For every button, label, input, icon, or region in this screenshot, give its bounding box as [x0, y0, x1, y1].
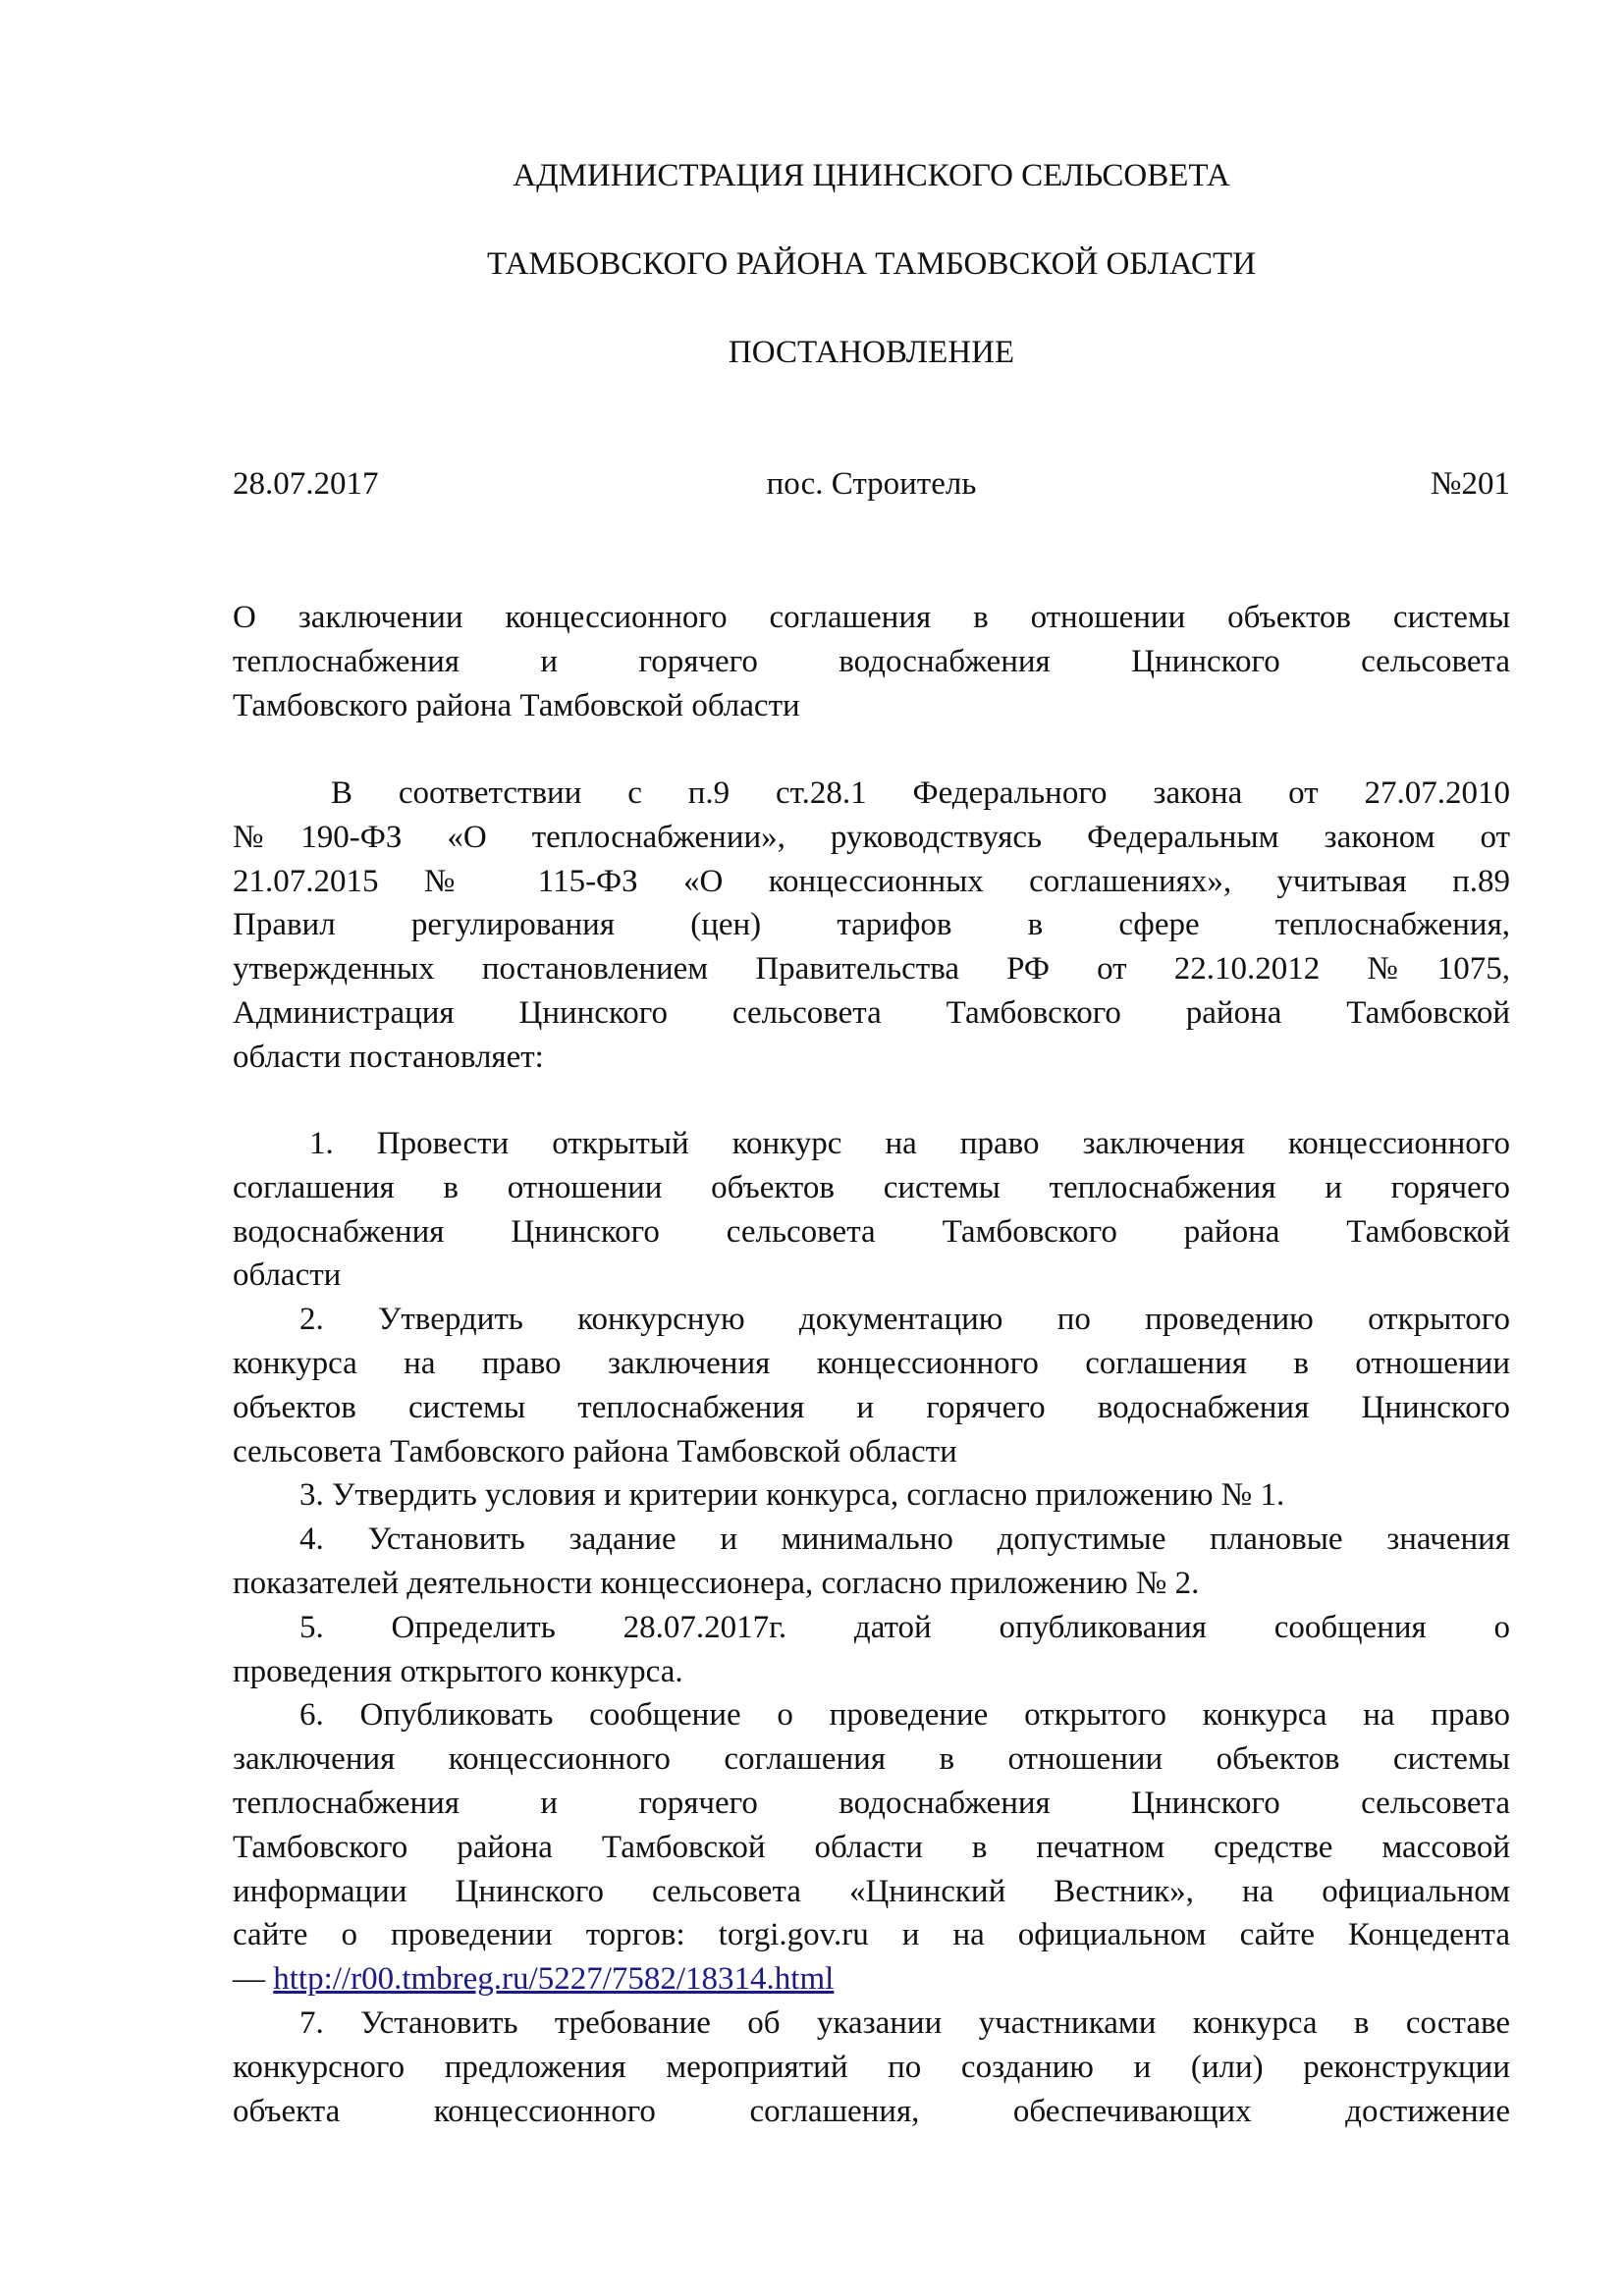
document-meta-row: [233, 462, 1545, 507]
title-line: Тамбовского района Тамбовской области: [233, 687, 800, 723]
item-7: [233, 2002, 1510, 2133]
item-line: конкурсного предложения мероприятий по созданию и (или) реконструкции: [233, 2049, 1510, 2085]
item-line: 3. Утвердить условия и критерии конкурса, согласно приложению № 1.: [299, 1477, 1285, 1514]
item-line: 1. Провести открытый конкурс на право заключения концессионного: [309, 1126, 1510, 1161]
item-line: заключения концессионного соглашения в отношении объектов системы: [233, 1741, 1510, 1778]
item-6: [233, 1693, 1510, 2002]
preamble-line: Правил регулирования (цен) тарифов в сфере теплоснабжения,: [233, 907, 1510, 943]
title-line: теплоснабжения и горячего водоснабжения Цнинского сельсовета: [233, 643, 1510, 679]
item-2: [233, 1298, 1510, 1473]
item-line: теплоснабжения и горячего водоснабжения Цнинского сельсовета: [233, 1785, 1510, 1821]
header-region: ТАМБОВСКОГО РАЙОНА ТАМБОВСКОЙ ОБЛАСТИ: [486, 246, 1257, 282]
document-place: пос. Строитель: [766, 466, 977, 502]
preamble-line: В соответствии с п.9 ст.28.1 Федерального закона от 27.07.2010: [331, 775, 1510, 811]
item-line: конкурса на право заключения концессионного соглашения в отношении: [233, 1345, 1510, 1381]
item-line: показателей деятельности концессионера, согласно приложению № 2.: [233, 1565, 1200, 1601]
item-line: объектов системы теплоснабжения и горячего водоснабжения Цнинского: [233, 1389, 1510, 1425]
item-line: проведения открытого конкурса.: [233, 1653, 683, 1689]
item-line: сайте о проведении торгов: torgi.gov.ru и на официальном сайте Концедента: [233, 1917, 1510, 1953]
item-line: информации Цнинского сельсовета «Цнинский Вестник», на официальном: [233, 1873, 1510, 1909]
item-line: объекта концессионного соглашения, обеспечивающих достижение: [233, 2093, 1510, 2129]
preamble-line: области постановляет:: [233, 1039, 544, 1075]
dash: —: [233, 1961, 274, 1998]
item-line: 5. Определить 28.07.2017г. датой опубликования сообщения о: [299, 1609, 1510, 1645]
document-header: [233, 154, 1510, 419]
item-line: водоснабжения Цнинского сельсовета Тамбовского района Тамбовской: [233, 1213, 1510, 1250]
document-date: 28.07.2017: [233, 466, 379, 502]
item-1: [233, 1122, 1510, 1298]
item-line: 6. Опубликовать сообщение о проведение открытого конкурса на право: [299, 1697, 1510, 1734]
item-line-link: [233, 1957, 1510, 2002]
preamble-paragraph: [233, 772, 1510, 1080]
preamble-line: утвержденных постановлением Правительства РФ от 22.10.2012 №1075,: [233, 951, 1510, 988]
item-line: 4. Установить задание и минимально допустимые плановые значения: [299, 1522, 1510, 1558]
preamble-line: Администрация Цнинского сельсовета Тамбовского района Тамбовской: [233, 994, 1510, 1031]
item-3: [233, 1473, 1510, 1518]
title-line: О заключении концессионного соглашения в отношении объектов системы: [233, 600, 1510, 635]
resolution-items: [233, 1122, 1510, 2133]
item-line: области: [233, 1257, 342, 1294]
document-type: ПОСТАНОВЛЕНИЕ: [728, 335, 1015, 370]
item-line: сельсовета Тамбовского района Тамбовской области: [233, 1433, 957, 1469]
concedent-site-link[interactable]: http://r00.tmbreg.ru/5227/7582/18314.html: [273, 1961, 835, 1998]
item-line: 2. Утвердить конкурсную документацию по проведению открытого: [299, 1302, 1510, 1338]
preamble-line: 21.07.2015 № 115-ФЗ «О концессионных соглашениях», учитывая п.89: [233, 863, 1510, 899]
item-line: 7. Установить требование об указании участниками конкурса в составе: [299, 2004, 1510, 2041]
preamble-line: №190-ФЗ «О теплоснабжении», руководствуясь Федеральным законом от: [233, 819, 1510, 855]
document-title: [233, 596, 1510, 727]
header-administration: АДМИНИСТРАЦИЯ ЦНИНСКОГО СЕЛЬСОВЕТА: [513, 158, 1230, 193]
item-line: соглашения в отношении объектов системы теплоснабжения и горячего: [233, 1169, 1510, 1205]
item-4: [233, 1518, 1510, 1606]
document-number: №201: [1431, 466, 1511, 502]
item-5: [233, 1606, 1510, 1694]
item-line: Тамбовского района Тамбовской области в печатном средстве массовой: [233, 1829, 1510, 1865]
